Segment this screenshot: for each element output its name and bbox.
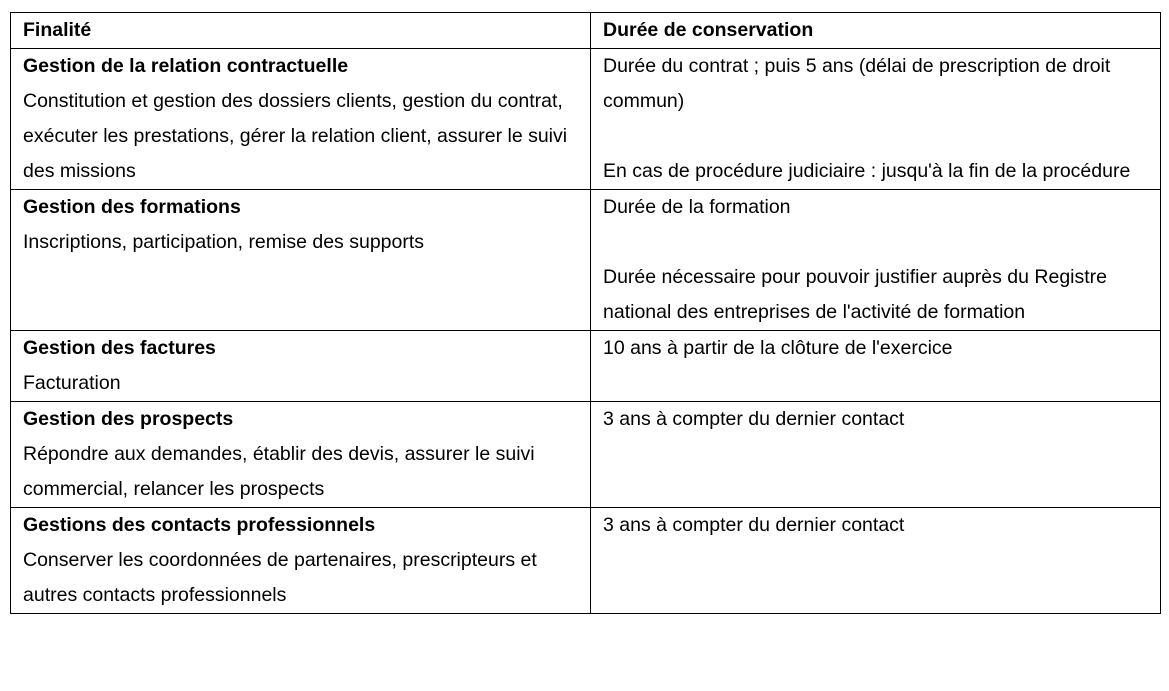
retention-text: En cas de procédure judiciaire : jusqu'à la fin de la procédure [603,160,1131,182]
purpose-cell [11,190,591,331]
purpose-title: Gestion des formations [23,196,241,218]
retention-text: 3 ans à compter du dernier contact [603,514,905,536]
purpose-description: Constitution et gestion des dossiers clients, gestion du contrat, exécuter les prestations, gérer la relation client, assurer le suivi des missions [23,90,568,182]
purpose-title: Gestion des prospects [23,408,234,430]
retention-cell [591,190,1161,331]
purpose-description: Conserver les coordonnées de partenaires, prescripteurs et autres contacts professionnels [23,549,537,606]
purpose-cell [11,331,591,402]
purpose-description: Facturation [23,372,121,394]
table-row [11,49,1161,190]
retention-text: 10 ans à partir de la clôture de l'exercice [603,337,953,359]
retention-text: Durée du contrat ; puis 5 ans (délai de prescription de droit commun) [603,55,1111,112]
purpose-cell [11,508,591,614]
header-retention: Durée de conservation [591,13,1161,49]
purpose-title: Gestion des factures [23,337,216,359]
retention-text: 3 ans à compter du dernier contact [603,408,905,430]
table-row [11,331,1161,402]
purpose-cell [11,49,591,190]
purpose-cell [11,402,591,508]
paragraph-spacer [603,119,1150,154]
table-row [11,508,1161,614]
paragraph-spacer [603,225,1150,260]
table-row [11,190,1161,331]
retention-cell [591,49,1161,190]
retention-cell [591,402,1161,508]
retention-text: Durée de la formation [603,196,791,218]
retention-cell [591,331,1161,402]
header-purpose: Finalité [11,13,591,49]
retention-table [10,12,1161,614]
header-row [11,13,1161,49]
retention-cell [591,508,1161,614]
purpose-description: Répondre aux demandes, établir des devis, assurer le suivi commercial, relancer les prospects [23,443,535,500]
purpose-title: Gestion de la relation contractuelle [23,55,349,77]
purpose-title: Gestions des contacts professionnels [23,514,376,536]
retention-text: Durée nécessaire pour pouvoir justifier auprès du Registre national des entreprises de l'activité de formation [603,266,1108,323]
table-row [11,402,1161,508]
purpose-description: Inscriptions, participation, remise des supports [23,231,425,253]
